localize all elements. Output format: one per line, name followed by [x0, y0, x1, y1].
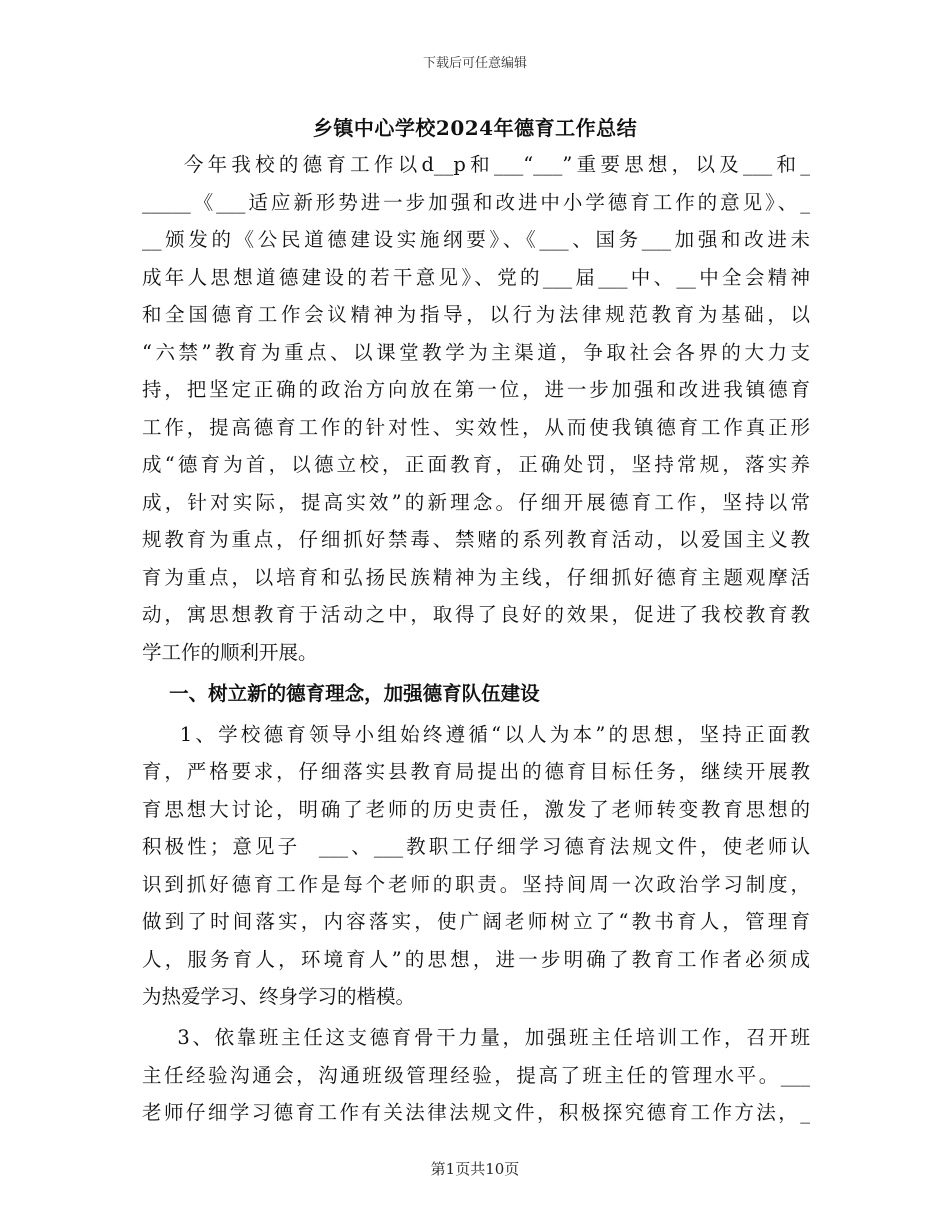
text-line: _____《___适应新形势进一步加强和改进中小学德育工作的意见》、_ — [142, 190, 810, 214]
text-line: 老师仔细学习德育工作有关法律法规文件，积极探究德育工作方法，_ — [142, 1101, 810, 1124]
text-line: 持，把坚定正确的政治方向放在第一位，进一步加强和改进我镇德育 — [142, 378, 810, 401]
document-body — [142, 146, 810, 1132]
page-footer: 第1页共10页 — [430, 1160, 520, 1178]
text-line: 育为重点，以培育和弘扬民族精神为主线，仔细抓好德育主题观摩活 — [142, 565, 810, 589]
paragraph — [142, 1019, 810, 1132]
text-line: 成“德育为首，以德立校，正面教育，正确处罚，坚持常规，落实养 — [142, 453, 810, 476]
document-title: 乡镇中心学校2024年德育工作总结 — [312, 116, 638, 140]
text-line: 一、树立新的德育理念，加强德育队伍建设 — [142, 681, 540, 705]
text-line: 成，针对实际，提高实效”的新理念。仔细开展德育工作，坚持以常 — [142, 490, 810, 514]
text-line: 1、学校德育领导小组始终遵循“以人为本”的思想，坚持正面教 — [142, 722, 810, 746]
text-line: 识到抓好德育工作是每个老师的职责。坚持间周一次政治学习制度， — [142, 872, 810, 896]
text-line: 工作，提高德育工作的针对性、实效性，从而使我镇德育工作真正形 — [142, 415, 810, 439]
text-line: 学工作的顺利开展。 — [142, 640, 318, 664]
paragraph — [142, 716, 810, 1016]
page-header: 下载后可任意编辑 — [422, 56, 527, 71]
text-line: 3、依靠班主任这支德育骨干力量，加强班主任培训工作，召开班 — [142, 1026, 810, 1049]
section-heading — [142, 675, 810, 713]
text-line: 为热爱学习、终身学习的楷模。 — [142, 985, 416, 1008]
text-line: 动，寓思想教育于活动之中，取得了良好的效果，促进了我校教育教 — [142, 603, 810, 626]
text-line: 规教育为重点，仔细抓好禁毒、禁赌的系列教育活动，以爱国主义教 — [142, 528, 810, 551]
paragraph — [142, 146, 810, 671]
text-line: 今年我校的德育工作以d__p和___“___”重要思想，以及___和_ — [142, 153, 810, 176]
text-line: 积极性；意见子 ___、___教职工仔细学习德育法规文件，使老师认 — [142, 835, 810, 858]
text-line: 育思想大讨论，明确了老师的历史责任，激发了老师转变教育思想的 — [142, 797, 810, 821]
text-line: 做到了时间落实，内容落实，使广阔老师树立了“教书育人，管理育 — [142, 910, 810, 933]
text-line: “六禁”教育为重点、以课堂教学为主渠道，争取社会各界的大力支 — [142, 340, 810, 364]
text-line: __颁发的《公民道德建设实施纲要》、《___、国务___加强和改进未 — [142, 228, 810, 251]
text-line: 成年人思想道德建设的若干意见》、党的___届___中、__中全会精神 — [142, 265, 810, 289]
text-line: 育，严格要求，仔细落实县教育局提出的德育目标任务，继续开展教 — [142, 760, 810, 783]
text-line: 主任经验沟通会，沟通班级管理经验，提高了班主任的管理水平。___ — [142, 1063, 810, 1087]
text-line: 人，服务育人，环境育人”的思想，进一步明确了教育工作者必须成 — [142, 947, 810, 971]
text-line: 和全国德育工作会议精神为指导，以行为法律规范教育为基础，以 — [142, 303, 810, 326]
